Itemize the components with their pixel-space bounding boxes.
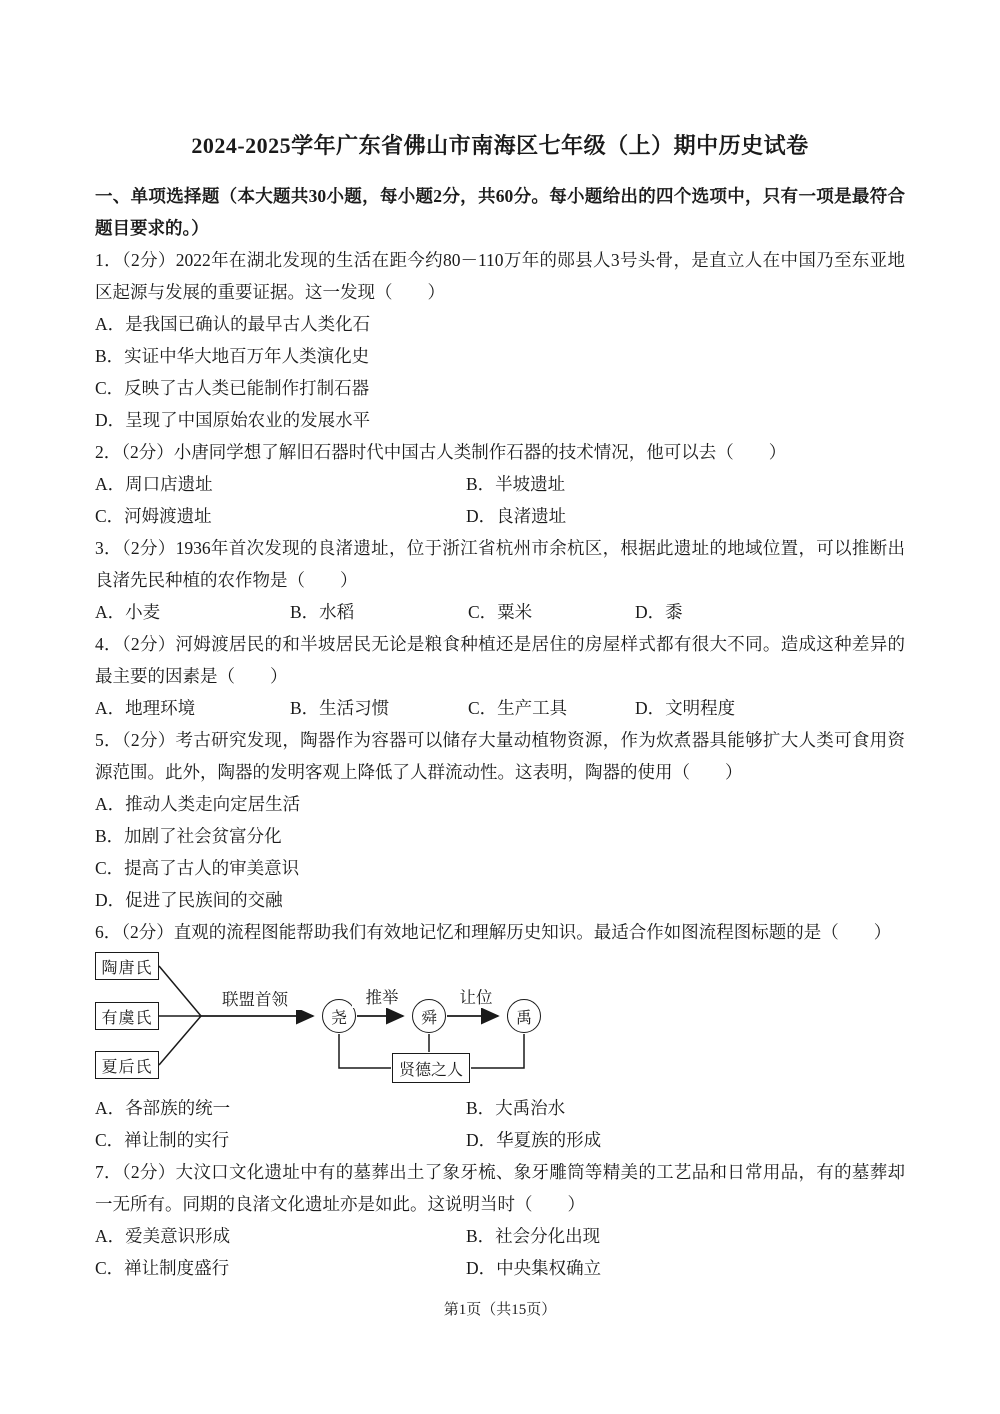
abdicate-label: 让位 bbox=[446, 988, 506, 1008]
question-2-stem: 2．（2分）小唐同学想了解旧石器时代中国古人类制作石器的技术情况，他可以去（ ） bbox=[95, 442, 787, 462]
option-c: C．生产工具 bbox=[468, 698, 568, 718]
question-6-stem: 6．（2分）直观的流程图能帮助我们有效地记忆和理解历史知识。最适合作如图流程图标题的是（ ） bbox=[95, 922, 892, 942]
question-1-options bbox=[95, 308, 905, 436]
option-b: B．加剧了社会贫富分化 bbox=[95, 826, 282, 846]
question-5-options bbox=[95, 788, 905, 916]
option-c: C．提高了古人的审美意识 bbox=[95, 858, 300, 878]
question-7-stem: 7．（2分）大汶口文化遗址中有的墓葬出土了象牙梳、象牙雕筒等精美的工艺品和日常用品，有的墓葬却一无所有。同期的良渚文化遗址亦是如此。这说明当时（ ） bbox=[95, 1162, 905, 1214]
option-b: B．实证中华大地百万年人类演化史 bbox=[95, 346, 370, 366]
question-2-options bbox=[95, 468, 905, 532]
option-a: A．各部族的统一 bbox=[95, 1098, 231, 1118]
question-3-options bbox=[95, 596, 905, 628]
question-5-stem: 5．（2分）考古研究发现，陶器作为容器可以储存大量动植物资源，作为炊煮器具能够扩大人类可食用资源范围。此外，陶器的发明客观上降低了人群流动性。这表明，陶器的使用（ ） bbox=[95, 730, 905, 782]
recommend-label: 推举 bbox=[352, 988, 412, 1008]
option-a: A．地理环境 bbox=[95, 698, 196, 718]
question-7-options bbox=[95, 1220, 905, 1284]
succession-flowchart bbox=[95, 950, 575, 1090]
page-content bbox=[95, 0, 905, 1284]
clan-box-xiahou: 夏后氏 bbox=[95, 1051, 159, 1079]
virtuous-person-box: 贤德之人 bbox=[392, 1053, 470, 1083]
node-shun: 舜 bbox=[412, 999, 446, 1033]
option-c: C．粟米 bbox=[468, 602, 533, 622]
option-a: A．周口店遗址 bbox=[95, 474, 213, 494]
question-4-options bbox=[95, 692, 905, 724]
option-c: C．禅让制度盛行 bbox=[95, 1258, 230, 1278]
option-b: B．半坡遗址 bbox=[466, 474, 566, 494]
node-yao: 尧 bbox=[322, 999, 356, 1033]
option-a: A．小麦 bbox=[95, 602, 161, 622]
question-7 bbox=[95, 1156, 905, 1284]
option-b: B．生活习惯 bbox=[290, 698, 390, 718]
alliance-leader-label: 联盟首领 bbox=[207, 990, 303, 1010]
option-d: D．文明程度 bbox=[635, 698, 736, 718]
page-title: 2024-2025学年广东省佛山市南海区七年级（上）期中历史试卷 bbox=[191, 133, 809, 158]
question-2 bbox=[95, 436, 905, 532]
question-3 bbox=[95, 532, 905, 628]
clan-box-taotang: 陶唐氏 bbox=[95, 952, 159, 980]
option-d: D．促进了民族间的交融 bbox=[95, 890, 283, 910]
question-4-stem: 4．（2分）河姆渡居民的和半坡居民无论是粮食种植还是居住的房屋样式都有很大不同。造成这种差异的最主要的因素是（ ） bbox=[95, 634, 905, 686]
clan-box-youyu: 有虞氏 bbox=[95, 1002, 159, 1030]
question-6 bbox=[95, 916, 905, 1156]
question-1-stem: 1．（2分）2022年在湖北发现的生活在距今约80－110万年的郧县人3号头骨，是直立人在中国乃至东亚地区起源与发展的重要证据。这一发现（ ） bbox=[95, 250, 905, 302]
option-d: D．华夏族的形成 bbox=[466, 1130, 602, 1150]
question-4 bbox=[95, 628, 905, 724]
option-b: B．社会分化出现 bbox=[466, 1226, 601, 1246]
option-a: A．爱美意识形成 bbox=[95, 1226, 231, 1246]
option-a: A．是我国已确认的最早古人类化石 bbox=[95, 314, 371, 334]
question-5 bbox=[95, 724, 905, 916]
option-d: D．黍 bbox=[635, 602, 683, 622]
option-d: D．呈现了中国原始农业的发展水平 bbox=[95, 410, 371, 430]
option-b: B．大禹治水 bbox=[466, 1098, 566, 1118]
option-d: D．良渚遗址 bbox=[466, 506, 567, 526]
option-c: C．反映了古人类已能制作打制石器 bbox=[95, 378, 370, 398]
node-yu: 禹 bbox=[507, 999, 541, 1033]
question-6-options bbox=[95, 1092, 905, 1156]
page-number: 第1页（共15页） bbox=[443, 1302, 557, 1318]
option-a: A．推动人类走向定居生活 bbox=[95, 794, 301, 814]
option-c: C．禅让制的实行 bbox=[95, 1130, 230, 1150]
question-1 bbox=[95, 244, 905, 436]
section-header: 一、单项选择题（本大题共30小题，每小题2分，共60分。每小题给出的四个选项中，只有一项是最符合题目要求的。） bbox=[95, 186, 905, 238]
option-b: B．水稻 bbox=[290, 602, 355, 622]
option-d: D．中央集权确立 bbox=[466, 1258, 602, 1278]
option-c: C．河姆渡遗址 bbox=[95, 506, 212, 526]
question-3-stem: 3．（2分）1936年首次发现的良渚遗址，位于浙江省杭州市余杭区，根据此遗址的地域位置，可以推断出良渚先民种植的农作物是（ ） bbox=[95, 538, 905, 590]
